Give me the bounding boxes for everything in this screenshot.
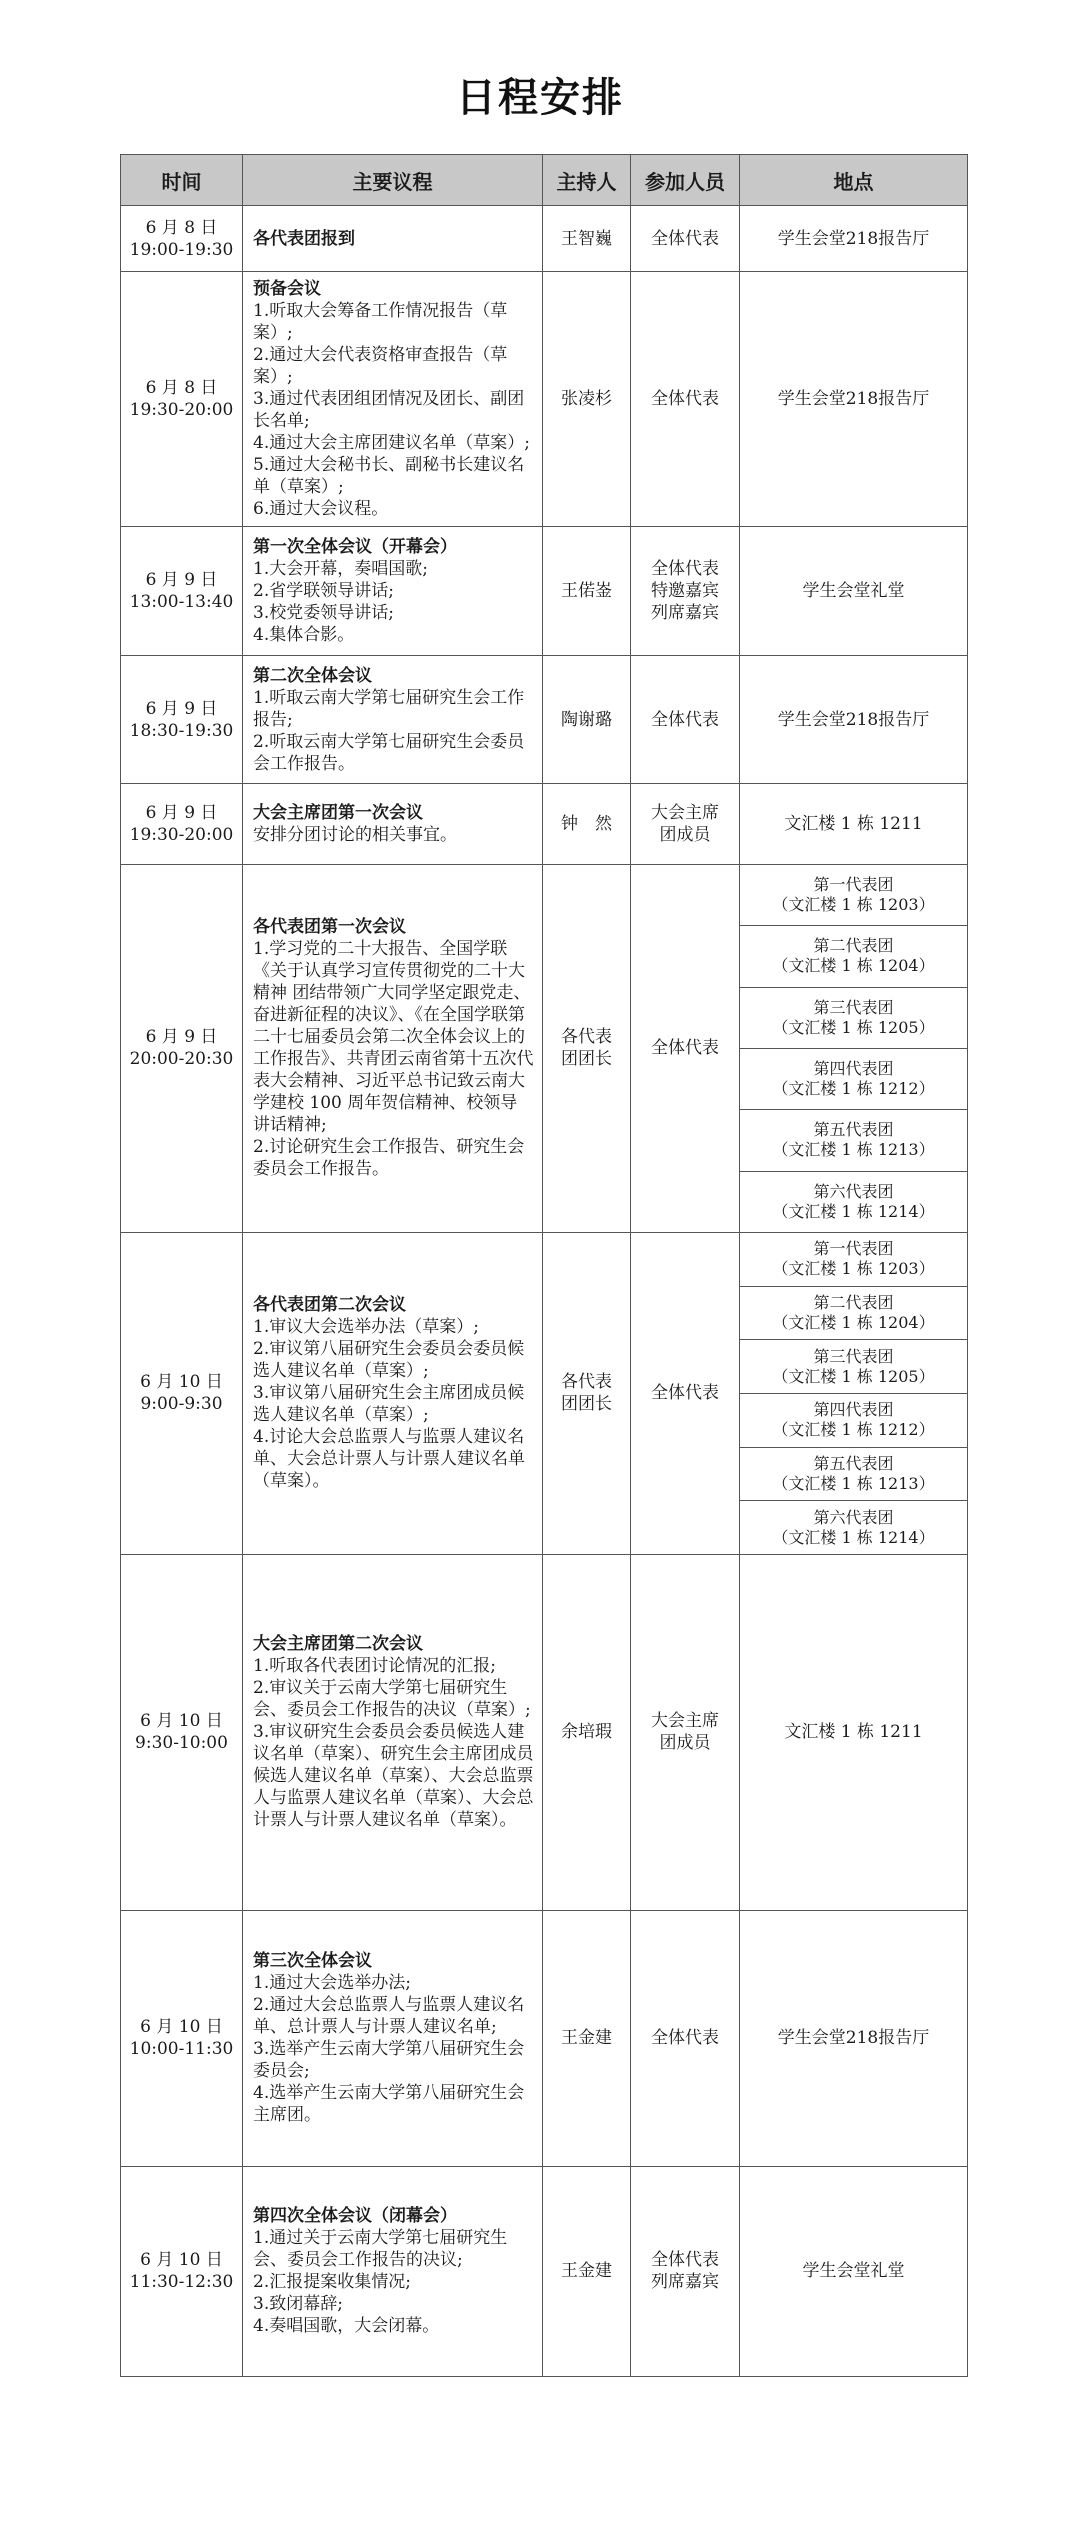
agenda-title: 各代表团第二次会议 <box>253 1295 406 1316</box>
table-header-row <box>121 155 968 206</box>
location-text: 学生会堂218报告厅 <box>777 389 930 409</box>
attendees-cell <box>631 1910 740 2166</box>
location-text: 学生会堂礼堂 <box>802 2261 905 2282</box>
time-cell <box>121 1554 243 1910</box>
attendees-cell <box>631 527 740 656</box>
time-range-text: 10:00-11:30 <box>129 2039 234 2060</box>
attendees-cell <box>631 206 740 272</box>
date-text: 6 月 10 日 <box>140 1711 223 1732</box>
sublocation-cell <box>740 865 968 926</box>
agenda-item: 5.通过大会秘书长、副秘书长建议名单（草案）; <box>253 455 525 497</box>
header-host: 主持人 <box>543 155 631 206</box>
location-text: 文汇楼 1 栋 1211 <box>784 1722 923 1743</box>
host-name: 王偌崟 <box>561 581 612 601</box>
date-text: 6 月 8 日 <box>145 217 218 238</box>
host-cell <box>543 1554 631 1910</box>
time-range-text: 9:00-9:30 <box>140 1394 223 1415</box>
agenda-cell <box>243 656 543 784</box>
time-cell <box>121 1910 243 2166</box>
agenda-item: 3.校党委领导讲话; <box>253 603 394 623</box>
attendees-text: 大会主席 团成员 <box>651 1711 719 1754</box>
agenda-title: 大会主席团第二次会议 <box>253 1634 423 1655</box>
time-range-text: 9:30-10:00 <box>135 1733 228 1754</box>
host-name: 王金建 <box>561 2028 612 2049</box>
sublocation-text: 第二代表团 （文汇楼 1 栋 1204） <box>772 936 935 976</box>
time-range-text: 18:30-19:30 <box>129 720 234 741</box>
time-range-text: 19:30-20:00 <box>129 825 234 845</box>
attendees-cell <box>631 656 740 784</box>
sublocation-text: 第二代表团 （文汇楼 1 栋 1204） <box>772 1292 935 1332</box>
sublocation-text: 第一代表团 （文汇楼 1 栋 1203） <box>772 875 935 915</box>
host-cell <box>543 1232 631 1554</box>
agenda-cell <box>243 1910 543 2166</box>
sublocation-cell <box>740 1447 968 1501</box>
agenda-item: 2.通过大会代表资格审查报告（草案）; <box>253 345 508 387</box>
host-name: 各代表 团团长 <box>561 1372 612 1415</box>
agenda-item: 1.听取各代表团讨论情况的汇报; <box>253 1656 496 1677</box>
schedule-table <box>120 154 968 2377</box>
agenda-item: 6.通过大会议程。 <box>253 499 389 519</box>
host-cell <box>543 656 631 784</box>
agenda-item: 2.审议第八届研究生会委员会委员候选人建议名单（草案）; <box>253 1339 525 1382</box>
agenda-item: 1.听取云南大学第七届研究生会工作报告; <box>253 687 525 730</box>
attendees-text: 全体代表 <box>651 389 719 409</box>
agenda-item: 1.通过关于云南大学第七届研究生会、委员会工作报告的决议; <box>253 2228 508 2271</box>
sublocation-text: 第五代表团 （文汇楼 1 栋 1213） <box>772 1453 935 1493</box>
attendees-text: 大会主席 团成员 <box>651 803 719 845</box>
agenda-cell <box>243 272 543 527</box>
attendees-text: 全体代表 列席嘉宾 <box>651 2250 719 2293</box>
time-cell <box>121 527 243 656</box>
date-text: 6 月 10 日 <box>140 1372 223 1393</box>
attendees-text: 全体代表 <box>651 1038 719 1059</box>
sublocation-text: 第三代表团 （文汇楼 1 栋 1205） <box>772 1346 935 1386</box>
agenda-item: 2.听取云南大学第七届研究生会委员会工作报告。 <box>253 731 525 774</box>
time-cell <box>121 656 243 784</box>
agenda-item: 2.省学联领导讲话; <box>253 581 394 601</box>
table-row <box>121 784 968 865</box>
host-cell <box>543 206 631 272</box>
agenda-item: 3.审议研究生会委员会委员候选人建议名单（草案）、研究生会主席团成员候选人建议名单（草案）、大会总监票人与监票人建议名单（草案）、大会总计票人与计票人建议名单（草案）。 <box>253 1722 534 1831</box>
agenda-cell <box>243 2166 543 2376</box>
sublocation-text: 第三代表团 （文汇楼 1 栋 1205） <box>772 997 935 1037</box>
time-cell <box>121 2166 243 2376</box>
location-cell <box>740 272 968 527</box>
attendees-text: 全体代表 <box>651 1383 719 1404</box>
host-cell <box>543 1910 631 2166</box>
table-row <box>121 656 968 784</box>
location-text: 学生会堂礼堂 <box>802 581 905 601</box>
agenda-item: 3.审议第八届研究生会主席团成员候选人建议名单（草案）; <box>253 1383 525 1426</box>
agenda-item: 3.选举产生云南大学第八届研究生会委员会; <box>253 2039 525 2082</box>
agenda-item: 4.选举产生云南大学第八届研究生会主席团。 <box>253 2083 525 2126</box>
agenda-title: 大会主席团第一次会议 <box>253 803 423 823</box>
location-text: 文汇楼 1 栋 1211 <box>784 814 923 834</box>
sublocation-cell <box>740 1501 968 1555</box>
agenda-item: 1.学习党的二十大报告、全国学联《关于认真学习宣传贯彻党的二十大精神 团结带领广大同学坚定跟党走、奋进新征程的决议》、《在全国学联第二十七届委员会第二次全体会议上的工作报告》、共青团云南省第十五次代表大会精神、习近平总书记致云南大学建校 100 周年贺信精神、校领导讲话精神; <box>253 939 534 1136</box>
sublocation-text: 第五代表团 （文汇楼 1 栋 1213） <box>772 1120 935 1160</box>
host-name: 张凌杉 <box>561 389 612 409</box>
sublocation-cell <box>740 1232 968 1286</box>
sublocation-cell <box>740 1340 968 1394</box>
sublocation-cell <box>740 987 968 1048</box>
time-range-text: 13:00-13:40 <box>129 592 234 612</box>
location-cell <box>740 527 968 656</box>
date-text: 6 月 9 日 <box>145 803 218 823</box>
host-name: 陶谢璐 <box>561 709 612 730</box>
host-cell <box>543 527 631 656</box>
host-cell <box>543 2166 631 2376</box>
agenda-item: 2.审议关于云南大学第七届研究生会、委员会工作报告的决议（草案）; <box>253 1678 531 1721</box>
agenda-item: 1.通过大会选举办法; <box>253 1973 411 1994</box>
header-attendees: 参加人员 <box>631 155 740 206</box>
attendees-cell <box>631 272 740 527</box>
agenda-cell <box>243 1232 543 1554</box>
host-name: 钟 然 <box>561 814 612 834</box>
agenda-cell <box>243 1554 543 1910</box>
date-text: 6 月 10 日 <box>140 2250 223 2271</box>
sublocation-cell <box>740 1286 968 1340</box>
table-row <box>121 527 968 656</box>
agenda-item: 4.讨论大会总监票人与监票人建议名单、大会总计票人与计票人建议名单（草案）。 <box>253 1427 525 1492</box>
sublocation-text: 第四代表团 （文汇楼 1 栋 1212） <box>772 1400 935 1440</box>
agenda-item: 1.审议大会选举办法（草案）; <box>253 1317 479 1338</box>
sublocation-text: 第六代表团 （文汇楼 1 栋 1214） <box>772 1181 935 1221</box>
table-row <box>121 1554 968 1910</box>
agenda-item: 2.通过大会总监票人与监票人建议名单、总计票人与计票人建议名单; <box>253 1995 525 2038</box>
time-range-text: 19:00-19:30 <box>129 239 234 260</box>
agenda-title: 第二次全体会议 <box>253 665 372 686</box>
host-cell <box>543 272 631 527</box>
location-cell <box>740 656 968 784</box>
location-cell <box>740 1910 968 2166</box>
date-text: 6 月 9 日 <box>145 1027 218 1048</box>
agenda-item: 2.讨论研究生会工作报告、研究生会委员会工作报告。 <box>253 1137 525 1180</box>
sublocation-cell <box>740 1393 968 1447</box>
attendees-cell <box>631 784 740 865</box>
attendees-text: 全体代表 <box>651 228 719 249</box>
agenda-cell <box>243 865 543 1233</box>
sublocation-cell <box>740 1110 968 1171</box>
attendees-cell <box>631 2166 740 2376</box>
table-row <box>121 2166 968 2376</box>
attendees-cell <box>631 1232 740 1554</box>
location-text: 学生会堂218报告厅 <box>777 228 930 249</box>
agenda-title: 第四次全体会议（闭幕会） <box>253 2206 457 2227</box>
host-name: 余培瑕 <box>561 1722 612 1743</box>
agenda-item: 4.集体合影。 <box>253 625 355 645</box>
table-row <box>121 1232 968 1286</box>
host-name: 王智巍 <box>561 228 612 249</box>
host-name: 各代表 团团长 <box>561 1027 612 1070</box>
host-cell <box>543 784 631 865</box>
location-cell <box>740 2166 968 2376</box>
attendees-text: 全体代表 <box>651 2028 719 2049</box>
sublocation-cell <box>740 1171 968 1232</box>
attendees-text: 全体代表 <box>651 709 719 730</box>
host-cell <box>543 865 631 1233</box>
agenda-item: 3.致闭幕辞; <box>253 2294 343 2315</box>
agenda-title: 预备会议 <box>253 279 321 299</box>
attendees-cell <box>631 865 740 1233</box>
date-text: 6 月 9 日 <box>145 570 218 590</box>
time-range-text: 11:30-12:30 <box>129 2272 234 2293</box>
sublocation-cell <box>740 1048 968 1109</box>
agenda-title: 各代表团报到 <box>253 228 355 249</box>
agenda-item: 4.通过大会主席团建议名单（草案）; <box>253 433 530 453</box>
sublocation-text: 第四代表团 （文汇楼 1 栋 1212） <box>772 1059 935 1099</box>
location-cell <box>740 1554 968 1910</box>
agenda-title: 第三次全体会议 <box>253 1951 372 1972</box>
time-cell <box>121 865 243 1233</box>
agenda-cell <box>243 784 543 865</box>
table-row <box>121 1910 968 2166</box>
agenda-item: 1.听取大会筹备工作情况报告（草案）; <box>253 301 508 343</box>
time-cell <box>121 1232 243 1554</box>
agenda-item: 3.通过代表团组团情况及团长、副团长名单; <box>253 389 525 431</box>
location-cell <box>740 784 968 865</box>
table-row <box>121 272 968 527</box>
attendees-text: 全体代表 特邀嘉宾 列席嘉宾 <box>651 559 719 623</box>
location-text: 学生会堂218报告厅 <box>777 2028 930 2049</box>
page-title: 日程安排 <box>456 75 624 121</box>
time-range-text: 20:00-20:30 <box>129 1049 234 1070</box>
agenda-item: 安排分团讨论的相关事宜。 <box>253 825 457 845</box>
host-name: 王金建 <box>561 2261 612 2282</box>
time-cell <box>121 784 243 865</box>
agenda-title: 第一次全体会议（开幕会） <box>253 537 457 557</box>
date-text: 6 月 8 日 <box>145 378 218 398</box>
sublocation-cell <box>740 926 968 987</box>
header-location: 地点 <box>740 155 968 206</box>
time-cell <box>121 272 243 527</box>
sublocation-text: 第六代表团 （文汇楼 1 栋 1214） <box>772 1507 935 1547</box>
date-text: 6 月 10 日 <box>140 2017 223 2038</box>
location-cell <box>740 206 968 272</box>
agenda-item: 4.奏唱国歌，大会闭幕。 <box>253 2316 440 2337</box>
location-text: 学生会堂218报告厅 <box>777 709 930 730</box>
agenda-item: 1.大会开幕，奏唱国歌; <box>253 559 428 579</box>
header-agenda: 主要议程 <box>243 155 543 206</box>
table-row <box>121 865 968 926</box>
attendees-cell <box>631 1554 740 1910</box>
agenda-title: 各代表团第一次会议 <box>253 917 406 938</box>
agenda-cell <box>243 206 543 272</box>
time-range-text: 19:30-20:00 <box>129 400 234 420</box>
agenda-item: 2.汇报提案收集情况; <box>253 2272 411 2293</box>
sublocation-text: 第一代表团 （文汇楼 1 栋 1203） <box>772 1239 935 1279</box>
time-cell <box>121 206 243 272</box>
header-time: 时间 <box>121 155 243 206</box>
date-text: 6 月 9 日 <box>145 698 218 719</box>
table-row <box>121 206 968 272</box>
agenda-cell <box>243 527 543 656</box>
